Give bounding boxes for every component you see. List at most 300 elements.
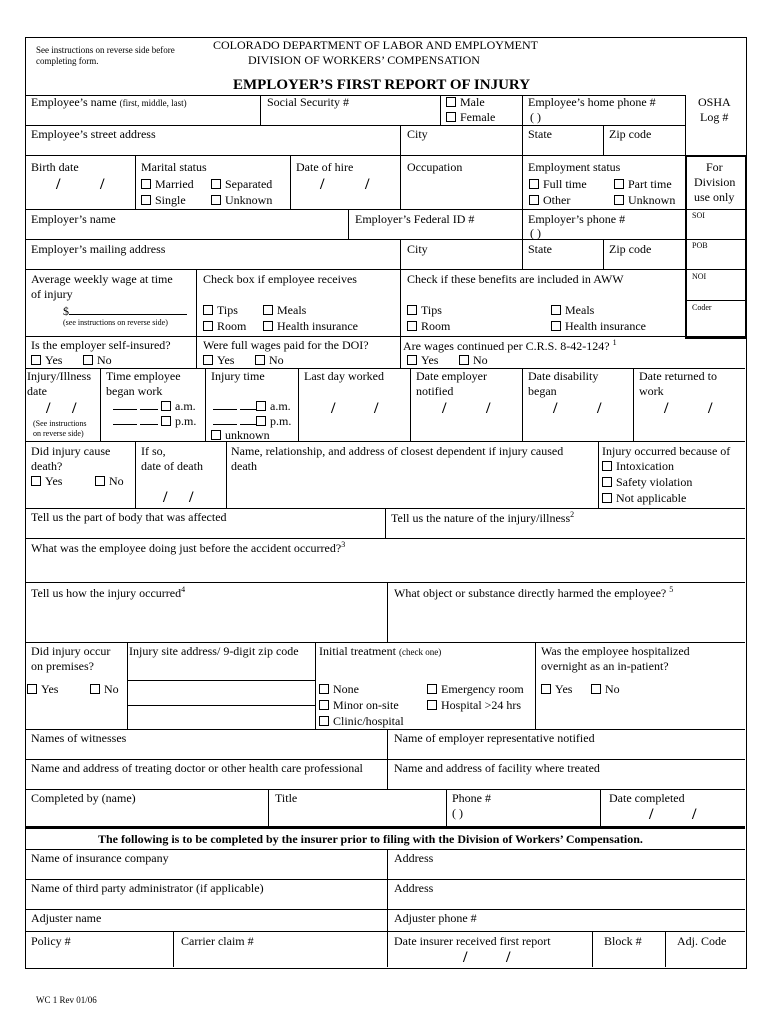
time-began-label: Time employee <box>106 369 181 383</box>
insurance-company-label: Name of insurance company <box>31 851 169 865</box>
wages-continued-yes[interactable] <box>407 353 438 368</box>
female-checkbox[interactable] <box>446 110 495 125</box>
checkbox-icon[interactable] <box>161 401 171 411</box>
footnote-ref: 5 <box>669 585 674 594</box>
hour-line[interactable] <box>213 398 237 410</box>
date-slash: / <box>463 949 468 966</box>
injury-date-label-2: date <box>27 384 47 398</box>
divider <box>522 368 523 441</box>
no-label: No <box>104 682 119 696</box>
city-label: City <box>407 127 428 141</box>
completed-by-label: Completed by (name) <box>31 791 136 805</box>
date-of-death-label: date of death <box>141 459 203 473</box>
date-of-hire-label: Date of hire <box>296 160 354 174</box>
disability-began-label: Date disability <box>528 369 599 383</box>
hospitalized-label: Was the employee hospitalized <box>541 644 690 658</box>
yes-label: Yes <box>555 682 573 696</box>
yes-label: Yes <box>45 353 63 367</box>
divider <box>522 95 523 269</box>
divider <box>387 729 388 789</box>
full-wages-yes[interactable] <box>203 353 234 368</box>
divider <box>290 155 291 209</box>
pm-label: p.m. <box>270 414 292 428</box>
checkbox-icon[interactable] <box>141 195 151 205</box>
dependent-label: Name, relationship, and address of closest dependent if injury caused <box>231 444 564 458</box>
divider <box>685 239 745 240</box>
injury-date-label: Injury/Illness <box>27 369 91 383</box>
checkbox-icon[interactable] <box>319 700 329 710</box>
facility-label: Name and address of facility where treated <box>394 761 600 775</box>
checkbox-icon[interactable] <box>141 179 151 189</box>
divider <box>685 209 745 210</box>
aww-room-label: Room <box>421 319 451 333</box>
dependent-label-2: death <box>231 459 257 473</box>
object-harmed-label <box>394 585 673 601</box>
zip-label: Zip code <box>609 242 652 256</box>
checkbox-icon[interactable] <box>407 305 417 315</box>
other-label: Other <box>543 193 571 207</box>
employee-name-hint: (first, middle, last) <box>119 98 187 108</box>
checkbox-icon[interactable] <box>602 493 612 503</box>
hospitalized-yes[interactable] <box>541 682 572 697</box>
date-slash: / <box>56 176 61 193</box>
date-slash: / <box>100 176 105 193</box>
date-slash: / <box>72 400 77 417</box>
date-received-label: Date insurer received first report <box>394 934 551 948</box>
state-label: State <box>528 242 552 256</box>
hour-line[interactable] <box>213 413 237 425</box>
health-insurance-label: Health insurance <box>277 319 358 333</box>
aww-tips-label: Tips <box>421 303 442 317</box>
divider <box>226 441 227 508</box>
aww-health-label: Health insurance <box>565 319 646 333</box>
meals-label: Meals <box>277 303 307 317</box>
aww-label: Check if these benefits are included in AWW <box>407 272 624 286</box>
no-label: No <box>605 682 620 696</box>
wages-continued-no[interactable] <box>459 353 488 368</box>
married-checkbox[interactable] <box>141 177 194 192</box>
divider <box>592 931 593 967</box>
footnote-ref: 4 <box>181 585 186 594</box>
tips-label: Tips <box>217 303 238 317</box>
aww-meals-checkbox[interactable] <box>551 303 594 318</box>
female-label: Female <box>460 110 496 124</box>
witnesses-label: Names of witnesses <box>31 731 127 745</box>
treatment-none[interactable] <box>319 682 359 697</box>
insurer-address-label: Address <box>394 851 434 865</box>
checkbox-icon[interactable] <box>602 461 612 471</box>
adjuster-name-label: Adjuster name <box>31 911 102 925</box>
checkbox-icon[interactable] <box>27 684 37 694</box>
divider <box>410 368 411 441</box>
checkbox-icon[interactable] <box>31 476 41 486</box>
time-began-pm[interactable] <box>113 413 196 429</box>
date-slash: / <box>708 400 713 417</box>
checkbox-icon[interactable] <box>203 355 213 365</box>
checkbox-icon[interactable] <box>602 477 612 487</box>
federal-id-label: Employer’s Federal ID # <box>355 212 475 226</box>
ssn-label: Social Security # <box>267 95 349 109</box>
phone-area[interactable]: ( ) <box>452 806 463 820</box>
employment-status-label: Employment status <box>528 160 621 174</box>
home-phone-area[interactable]: ( ) <box>530 110 541 124</box>
dollar-sign: $ <box>63 304 69 318</box>
aww-health-checkbox[interactable] <box>551 319 646 334</box>
divider <box>685 300 745 301</box>
divider <box>665 931 666 967</box>
checkbox-icon[interactable] <box>459 355 469 365</box>
checkbox-icon[interactable] <box>427 684 437 694</box>
unknown-checkbox[interactable] <box>211 193 272 208</box>
tips-checkbox[interactable] <box>203 303 238 318</box>
checkbox-icon[interactable] <box>203 305 213 315</box>
adjuster-phone-label: Adjuster phone # <box>394 911 477 925</box>
checkbox-icon[interactable] <box>614 195 624 205</box>
divider <box>127 680 315 681</box>
divider <box>25 441 745 442</box>
date-returned-label: Date returned to <box>639 369 717 383</box>
full-wages-no[interactable] <box>255 353 284 368</box>
checkbox-icon[interactable] <box>407 321 417 331</box>
separated-label: Separated <box>225 177 273 191</box>
checkbox-icon[interactable] <box>203 321 213 331</box>
injury-time-am[interactable] <box>213 398 291 414</box>
full-time-label: Full time <box>543 177 587 191</box>
no-label: No <box>269 353 284 367</box>
hour-line[interactable] <box>113 413 137 425</box>
checkbox-icon[interactable] <box>31 355 41 365</box>
divider <box>260 95 261 125</box>
divider <box>298 368 299 441</box>
intoxication-label: Intoxication <box>616 459 674 473</box>
hospital-label: Hospital >24 hrs <box>441 698 522 712</box>
minute-line[interactable] <box>140 398 158 410</box>
wages-continued-label <box>403 338 617 354</box>
single-label: Single <box>155 193 186 207</box>
doctor-label: Name and address of treating doctor or other health care professional <box>31 761 363 775</box>
divider <box>400 125 401 209</box>
divider <box>25 209 685 210</box>
on-premises-label-2: on premises? <box>31 659 94 673</box>
no-label: No <box>109 474 124 488</box>
divider <box>25 336 745 337</box>
divider <box>685 269 745 270</box>
date-slash: / <box>442 400 447 417</box>
zip-label: Zip code <box>609 127 652 141</box>
divider <box>25 879 745 880</box>
injury-time-pm[interactable] <box>213 413 291 429</box>
instruction-note: See instructions on reverse side before completing form. <box>36 45 175 66</box>
date-returned-label-2: work <box>639 384 664 398</box>
yes-label: Yes <box>41 682 59 696</box>
part-time-checkbox[interactable] <box>614 177 672 192</box>
department-name: COLORADO DEPARTMENT OF LABOR AND EMPLOYMENT <box>213 38 538 52</box>
full-time-checkbox[interactable] <box>529 177 587 192</box>
intoxication-checkbox[interactable] <box>602 459 674 474</box>
divider <box>385 508 386 538</box>
separated-checkbox[interactable] <box>211 177 272 192</box>
insurer-heading: The following is to be completed by the insurer prior to filing with the Division of Workers’ Compensation. <box>98 832 643 846</box>
divider <box>25 759 745 760</box>
time-began-am[interactable] <box>113 398 196 414</box>
death-yes[interactable] <box>31 474 62 489</box>
block-label: Block # <box>604 934 642 948</box>
body-part-label: Tell us the part of body that was affected <box>31 510 227 524</box>
division-name: DIVISION OF WORKERS’ COMPENSATION <box>248 53 480 67</box>
wages-continued-text: Are wages continued per C.R.S. 8-42-124? <box>403 339 610 353</box>
self-insured-no[interactable] <box>83 353 112 368</box>
checkbox-icon[interactable] <box>551 305 561 315</box>
treatment-hospital[interactable] <box>427 698 521 713</box>
self-insured-label: Is the employer self-insured? <box>31 338 171 352</box>
employer-phone-area[interactable]: ( ) <box>530 226 541 240</box>
unknown-label: unknown <box>225 428 270 442</box>
birth-date-label: Birth date <box>31 160 79 174</box>
state-label: State <box>528 127 552 141</box>
date-slash: / <box>664 400 669 417</box>
yes-label: Yes <box>421 353 439 367</box>
injury-nature-label <box>391 510 574 526</box>
employee-name-text: Employee’s name <box>31 95 117 109</box>
wage-see-instructions: (see instructions on reverse side) <box>63 318 168 327</box>
divider <box>25 642 745 643</box>
form-revision: WC 1 Rev 01/06 <box>36 995 97 1005</box>
division-label: Division <box>694 175 736 189</box>
er-label: Emergency room <box>441 682 524 696</box>
date-slash: / <box>320 176 325 193</box>
no-label: No <box>473 353 488 367</box>
divider <box>440 95 441 125</box>
injury-because-label: Injury occurred because of <box>602 444 731 458</box>
divider <box>25 269 685 270</box>
cause-death-label-2: death? <box>31 459 63 473</box>
death-no[interactable] <box>95 474 124 489</box>
checkbox-icon[interactable] <box>551 321 561 331</box>
pm-label: p.m. <box>175 414 197 428</box>
checkbox-icon[interactable] <box>319 716 329 726</box>
self-insured-yes[interactable] <box>31 353 62 368</box>
wage-label-2: of injury <box>31 287 73 301</box>
how-injury-text: Tell us how the injury occurred <box>31 586 182 600</box>
divider <box>268 789 269 826</box>
yes-label: Yes <box>45 474 63 488</box>
full-wages-label: Were full wages paid for the DOI? <box>203 338 369 352</box>
divider <box>603 239 604 269</box>
divider <box>25 789 745 790</box>
wage-input-line[interactable] <box>69 302 187 315</box>
checkbox-icon[interactable] <box>446 112 456 122</box>
date-slash: / <box>597 400 602 417</box>
hour-line[interactable] <box>113 398 137 410</box>
treatment-minor[interactable] <box>319 698 399 713</box>
safety-violation-label: Safety violation <box>616 475 693 489</box>
footnote-ref: 1 <box>612 338 617 347</box>
initial-treatment-text: Initial treatment <box>319 644 396 658</box>
aww-room-checkbox[interactable] <box>407 319 450 334</box>
divider <box>25 909 745 910</box>
employer-rep-label: Name of employer representative notified <box>394 731 595 745</box>
divider <box>400 239 401 368</box>
date-slash: / <box>374 400 379 417</box>
carrier-claim-label: Carrier claim # <box>181 934 254 948</box>
checkbox-icon[interactable] <box>95 476 105 486</box>
divider <box>25 239 685 240</box>
noi-label: NOI <box>692 272 707 281</box>
wage-dollar <box>63 302 187 319</box>
divider <box>25 582 745 583</box>
injury-date-see: (See instructions <box>33 419 87 428</box>
divider <box>25 538 745 539</box>
date-slash: / <box>649 806 654 823</box>
date-slash: / <box>553 400 558 417</box>
checkbox-icon[interactable] <box>427 700 437 710</box>
other-checkbox[interactable] <box>529 193 570 208</box>
divider <box>25 125 685 126</box>
part-time-label: Part time <box>628 177 672 191</box>
disability-began-label-2: began <box>528 384 557 398</box>
employee-doing-text: What was the employee doing just before the accident occurred? <box>31 541 342 555</box>
object-harmed-text: What object or substance directly harmed the employee? <box>394 586 667 600</box>
checkbox-icon[interactable] <box>83 355 93 365</box>
room-checkbox[interactable] <box>203 319 246 334</box>
room-label: Room <box>217 319 247 333</box>
checkbox-icon[interactable] <box>614 179 624 189</box>
checkbox-icon[interactable] <box>529 195 539 205</box>
checkbox-icon[interactable] <box>161 416 171 426</box>
employee-name-label <box>31 95 187 110</box>
employer-phone-label: Employer’s phone # <box>528 212 626 226</box>
occupation-label: Occupation <box>407 160 463 174</box>
minute-line[interactable] <box>140 413 158 425</box>
divider <box>25 931 745 932</box>
unknown-status-label: Unknown <box>628 193 676 207</box>
no-label: No <box>97 353 112 367</box>
divider <box>25 849 745 850</box>
divider <box>173 931 174 967</box>
divider <box>315 642 316 729</box>
checkbox-icon[interactable] <box>263 321 273 331</box>
aww-tips-checkbox[interactable] <box>407 303 442 318</box>
checkbox-icon[interactable] <box>256 401 266 411</box>
checkbox-icon[interactable] <box>90 684 100 694</box>
injury-time-unknown[interactable] <box>211 428 270 443</box>
not-applicable-label: Not applicable <box>616 491 687 505</box>
not-applicable-checkbox[interactable] <box>602 491 686 506</box>
checkbox-icon[interactable] <box>541 684 551 694</box>
adj-code-label: Adj. Code <box>677 934 727 948</box>
checkbox-icon[interactable] <box>211 430 221 440</box>
for-label: For <box>706 160 723 174</box>
date-slash: / <box>365 176 370 193</box>
policy-label: Policy # <box>31 934 71 948</box>
unknown-status-checkbox[interactable] <box>614 193 675 208</box>
divider <box>127 705 315 706</box>
divider <box>127 642 128 729</box>
divider <box>100 368 101 441</box>
divider <box>387 849 388 967</box>
treatment-clinic[interactable] <box>319 714 404 729</box>
aww-meals-label: Meals <box>565 303 595 317</box>
single-checkbox[interactable] <box>141 193 186 208</box>
home-phone-label: Employee’s home phone # <box>528 95 656 109</box>
male-checkbox[interactable] <box>446 95 485 110</box>
divider <box>535 642 536 729</box>
date-slash: / <box>331 400 336 417</box>
date-slash: / <box>163 489 168 506</box>
meals-checkbox[interactable] <box>263 303 306 318</box>
health-insurance-checkbox[interactable] <box>263 319 358 334</box>
check-receives-label: Check box if employee receives <box>203 272 357 286</box>
on-premises-label: Did injury occur <box>31 644 111 658</box>
footnote-ref: 2 <box>570 510 575 519</box>
date-slash: / <box>189 489 194 506</box>
minute-line[interactable] <box>240 398 256 410</box>
divider <box>196 269 197 368</box>
yes-label: Yes <box>217 353 235 367</box>
marital-status-label: Marital status <box>141 160 207 174</box>
checkbox-icon[interactable] <box>255 355 265 365</box>
checkbox-icon[interactable] <box>263 305 273 315</box>
employer-notified-label-2: notified <box>416 384 454 398</box>
premises-yes[interactable] <box>27 682 58 697</box>
clinic-label: Clinic/hospital <box>333 714 404 728</box>
footnote-ref: 3 <box>341 540 346 549</box>
form-title: EMPLOYER’S FIRST REPORT OF INJURY <box>233 77 531 93</box>
married-label: Married <box>155 177 194 191</box>
checkbox-icon[interactable] <box>446 97 456 107</box>
divider <box>25 155 685 156</box>
checkbox-icon[interactable] <box>529 179 539 189</box>
initial-treatment-label <box>319 644 441 659</box>
street-label: Employee’s street address <box>31 127 156 141</box>
treatment-er[interactable] <box>427 682 524 697</box>
divider <box>603 125 604 155</box>
time-began-label-2: began work <box>106 384 163 398</box>
injury-nature-text: Tell us the nature of the injury/illness <box>391 511 571 525</box>
check-one-hint: (check one) <box>398 647 442 657</box>
divider <box>446 789 447 826</box>
injury-time-label: Injury time <box>211 369 265 383</box>
divider <box>348 209 349 239</box>
hospitalized-no[interactable] <box>591 682 620 697</box>
cause-death-label: Did injury cause <box>31 444 111 458</box>
checkbox-icon[interactable] <box>211 179 221 189</box>
title-label: Title <box>275 791 298 805</box>
osha-label: OSHA <box>698 95 731 109</box>
divider <box>135 441 136 508</box>
date-slash: / <box>486 400 491 417</box>
phone-label: Phone # <box>452 791 491 805</box>
am-label: a.m. <box>175 399 196 413</box>
minute-line[interactable] <box>240 413 256 425</box>
safety-violation-checkbox[interactable] <box>602 475 692 490</box>
coder-label: Coder <box>692 303 712 312</box>
thick-divider <box>25 826 745 829</box>
divider <box>600 789 601 826</box>
premises-no[interactable] <box>90 682 119 697</box>
unknown-label: Unknown <box>225 193 273 207</box>
injury-date-see-2: on reverse side) <box>33 429 84 438</box>
checkbox-icon[interactable] <box>407 355 417 365</box>
city-label: City <box>407 242 428 256</box>
checkbox-icon[interactable] <box>591 684 601 694</box>
divider <box>633 368 634 441</box>
checkbox-icon[interactable] <box>211 195 221 205</box>
soi-label: SOI <box>692 211 705 220</box>
checkbox-icon[interactable] <box>256 416 266 426</box>
checkbox-icon[interactable] <box>319 684 329 694</box>
divider <box>387 582 388 642</box>
